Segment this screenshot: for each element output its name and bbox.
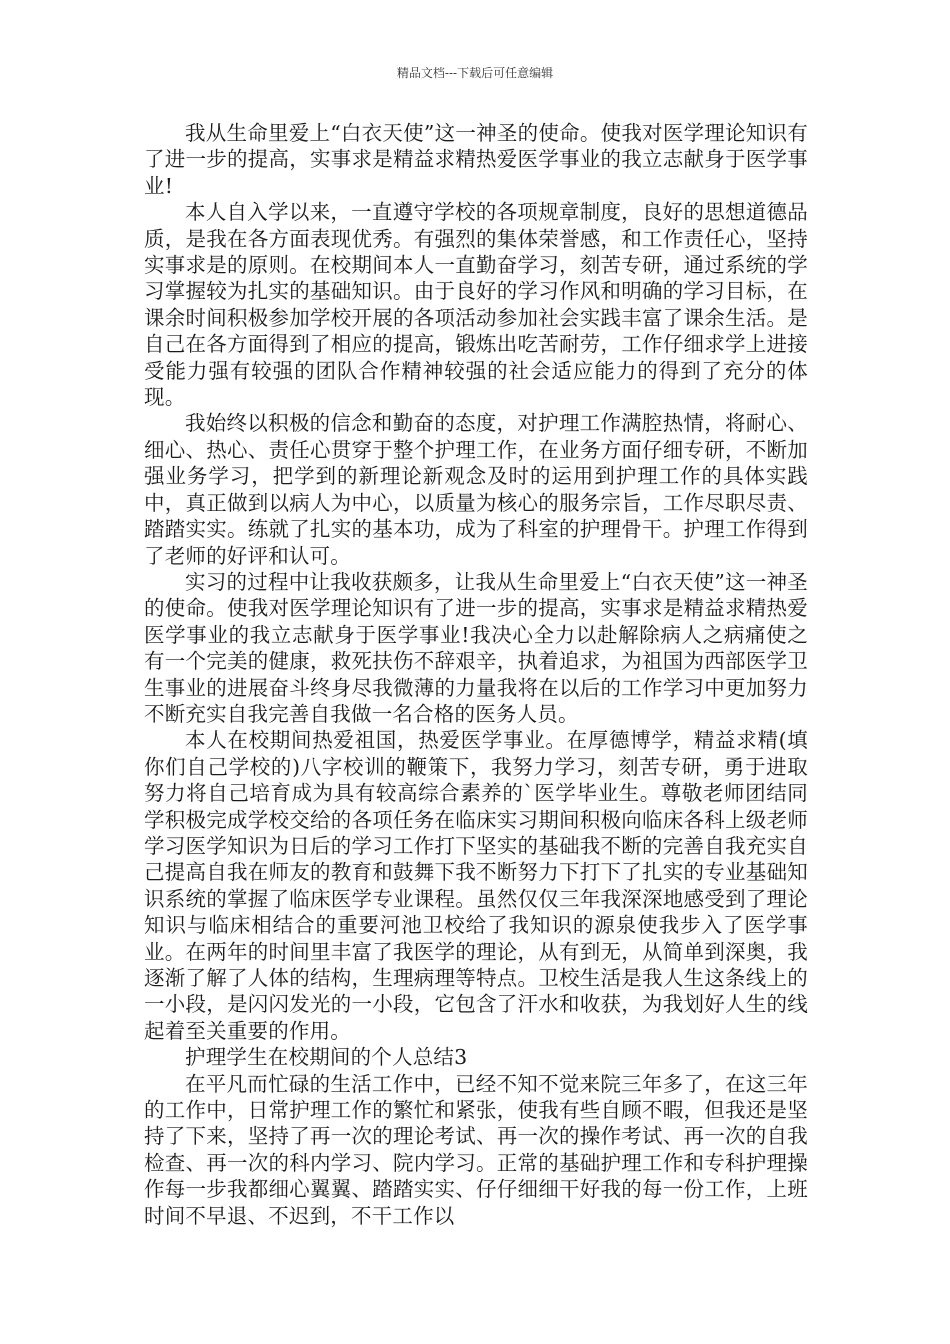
page-header: 精品文档---下载后可任意编辑: [396, 66, 554, 80]
paragraph-5: 本人在校期间热爱祖国，热爱医学事业。在厚德博学，精益求精(填你们自己学校的)八字校训的鞭策下，我努力学习，刻苦专研，勇于进取努力将自己培育成为具有较高综合素养的`医学毕业生。尊敬老师团结同学积极完成学校交给的各项任务在临床实习期间积极向临床各科上级老师学习医学知识为日后的学习工作打下坚实的基础我不断的完善自我充实自己提高自我在师友的教育和鼓舞下我不断努力下打下了扎实的专业基础知识系统的掌握了临床医学专业课程。虽然仅仅三年我深深地感受到了理论知识与临床相结合的重要河池卫校给了我知识的源泉使我步入了医学事业。在两年的时间里丰富了我医学的理论，从有到无，从简单到深奥，我逐渐了解了人体的结构，生理病理等特点。卫校生活是我人生这条线上的一小段，是闪闪发光的一小段，它包含了汗水和收获，为我划好人生的线起着至关重要的作用。: [144, 728, 808, 1043]
section-title: 护理学生在校期间的个人总结3: [185, 1045, 468, 1070]
paragraph-4: 实习的过程中让我收获颇多，让我从生命里爱上“白衣天使”这一神圣的使命。使我对医学理论知识有了进一步的提高，实事求是精益求精热爱医学事业的我立志献身于医学事业!我决心全力以赴解除病人之病痛使之有一个完美的健康，救死扶伤不辞艰辛，执着追求，为祖国为西部医学卫生事业的进展奋斗终身尽我微薄的力量我将在以后的工作学习中更加努力不断充实自我完善自我做一名合格的医务人员。: [144, 569, 808, 726]
document-body: [144, 120, 808, 1229]
paragraph-3: 我始终以积极的信念和勤奋的态度，对护理工作满腔热情，将耐心、细心、热心、责任心贯穿于整个护理工作，在业务方面仔细专研，不断加强业务学习，把学到的新理论新观念及时的运用到护理工作的具体实践中，真正做到以病人为中心，以质量为核心的服务宗旨，工作尽职尽责、踏踏实实。练就了扎实的基本功，成为了科室的护理骨干。护理工作得到了老师的好评和认可。: [144, 411, 808, 568]
paragraph-1: 我从生命里爱上“白衣天使”这一神圣的使命。使我对医学理论知识有了进一步的提高，实事求是精益求精热爱医学事业的我立志献身于医学事业!: [144, 121, 808, 198]
paragraph-6: 在平凡而忙碌的生活工作中，已经不知不觉来院三年多了，在这三年的工作中，日常护理工作的繁忙和紧张，使我有些自顾不暇，但我还是坚持了下来，坚持了再一次的理论考试、再一次的操作考试、再一次的自我检查、再一次的科内学习、院内学习。正常的基础护理工作和专科护理操作每一步我都细心翼翼、踏踏实实、仔仔细细干好我的每一份工作，上班时间不早退、不迟到，不干工作以: [144, 1071, 808, 1228]
paragraph-2: 本人自入学以来，一直遵守学校的各项规章制度，良好的思想道德品质，是我在各方面表现优秀。有强烈的集体荣誉感，和工作责任心，坚持实事求是的原则。在校期间本人一直勤奋学习，刻苦专研，通过系统的学习掌握较为扎实的基础知识。由于良好的学习作风和明确的学习目标，在课余时间积极参加学校开展的各项活动参加社会实践丰富了课余生活。是自己在各方面得到了相应的提高，锻炼出吃苦耐劳，工作仔细求学上进接受能力强有较强的团队合作精神较强的社会适应能力的得到了充分的体现。: [144, 200, 808, 410]
